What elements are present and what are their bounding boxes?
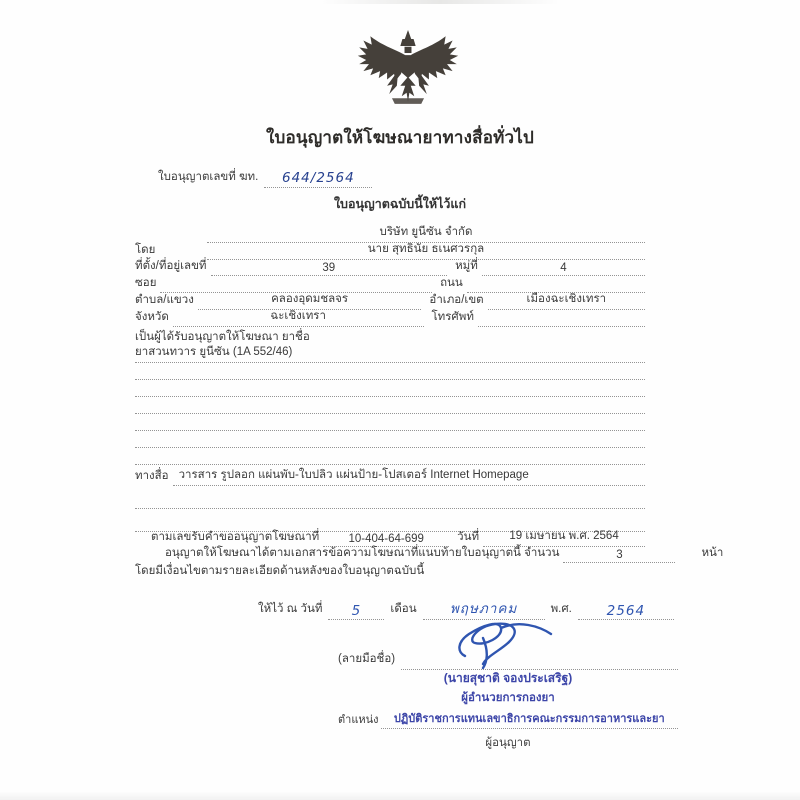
drug-name-row (135, 346, 645, 363)
province-value: ฉะเชิงเทรา (173, 307, 424, 327)
authorizer-label: ผู้อนุญาต (485, 737, 531, 749)
issue-era-label: พ.ศ. (550, 603, 572, 615)
address-no-label: ที่ตั้ง/ที่อยู่เลขที่ (135, 260, 207, 273)
request-date-value: 19 เมษายน พ.ศ. 2564 (483, 527, 645, 547)
signer-title-stamp: ผู้อำนวยการกองยา (461, 692, 555, 704)
signature-label: (ลายมือชื่อ) (338, 653, 396, 665)
license-number-row (158, 168, 372, 188)
phone-value (478, 314, 645, 327)
blank-lines-2 (135, 486, 645, 532)
license-number-value: 644/2564 (264, 170, 372, 188)
request-no-value: 10-404-64-699 (323, 533, 449, 547)
drug-name: ยาสวนทวาร ยูนีซัน (1A 552/46) (135, 343, 645, 363)
request-date-label: วันที่ (457, 530, 480, 543)
phone-label: โทรศัพท์ (431, 310, 474, 323)
given-at-label: ให้ไว้ ณ วันที่ (258, 603, 323, 615)
by-value: นาย สุทธินัย ธเนศวรกุล (207, 240, 645, 260)
province-phone-row (135, 310, 645, 327)
district-label: อำเภอ/เขต (429, 293, 484, 306)
licensee-statement: เป็นผู้ได้รับอนุญาตให้โฆษณา ยาชื่อ (135, 330, 310, 343)
soi-label: ซอย (135, 277, 157, 290)
media-row (135, 465, 645, 486)
moo-value: 4 (482, 262, 645, 276)
signature-ink (443, 612, 573, 672)
signer-name-stamp: (นายสุชาติ จองประเสริฐ) (443, 671, 573, 685)
document-title: ใบอนุญาตให้โฆษณายาทางสื่อทั่วไป (265, 128, 534, 147)
issue-month-value: พฤษภาคม (423, 597, 545, 620)
district-value: เมืองฉะเชิงเทรา (488, 290, 645, 310)
media-value: วารสาร รูปลอก แผ่นพับ-ใบปลิว แผ่นป้าย-โปสเตอร์ Internet Homepage (173, 466, 645, 486)
position-label: ตำแหน่ง (338, 714, 379, 726)
media-label: ทางสื่อ (135, 469, 169, 482)
request-no-label: ตามเลขรับคำขออนุญาตโฆษณาที่ (151, 530, 320, 543)
subdistrict-value: คลองอุดมชลจร (198, 290, 422, 310)
address-no-value: 39 (211, 262, 448, 276)
subdistrict-label: ตำบล/แขวง (135, 293, 194, 306)
grantee-fields (135, 225, 724, 580)
pages-value: 3 (563, 549, 675, 563)
issue-month-label: เดือน (390, 603, 417, 615)
issue-year-value: 2564 (578, 603, 674, 620)
pages-unit: หน้า (701, 546, 724, 559)
by-row (135, 243, 645, 260)
road-label: ถนน (440, 277, 463, 290)
position-value-stamp: ปฏิบัติราชการแทนเลขาธิการคณะกรรมการอาหารและยา (381, 709, 678, 729)
blank-lines (135, 363, 645, 465)
given-to-heading: ใบอนุญาตฉบับนี้ให้ไว้แก่ (333, 197, 467, 211)
address-row (135, 260, 645, 277)
issue-day-value: 5 (328, 603, 384, 620)
approval-text: อนุญาตให้โฆษณาได้ตามเอกสารข้อความโฆษณาที่แนบท้ายใบอนุญาตนี้ จำนวน (165, 546, 560, 559)
moo-label: หมู่ที่ (455, 260, 478, 273)
garuda-emblem (352, 30, 464, 122)
conditions-text: โดยมีเงื่อนไขตามรายละเอียดด้านหลังของใบอนุญาตฉบับนี้ (135, 564, 425, 577)
approval-row (135, 546, 724, 563)
by-label: โดย (135, 243, 156, 256)
signature-block (338, 650, 678, 752)
position-row (338, 709, 678, 729)
company-name: บริษัท ยูนีซัน จำกัด (207, 223, 645, 243)
province-label: จังหวัด (135, 310, 169, 323)
license-number-label: ใบอนุญาตเลขที่ ฆท. (158, 171, 259, 183)
